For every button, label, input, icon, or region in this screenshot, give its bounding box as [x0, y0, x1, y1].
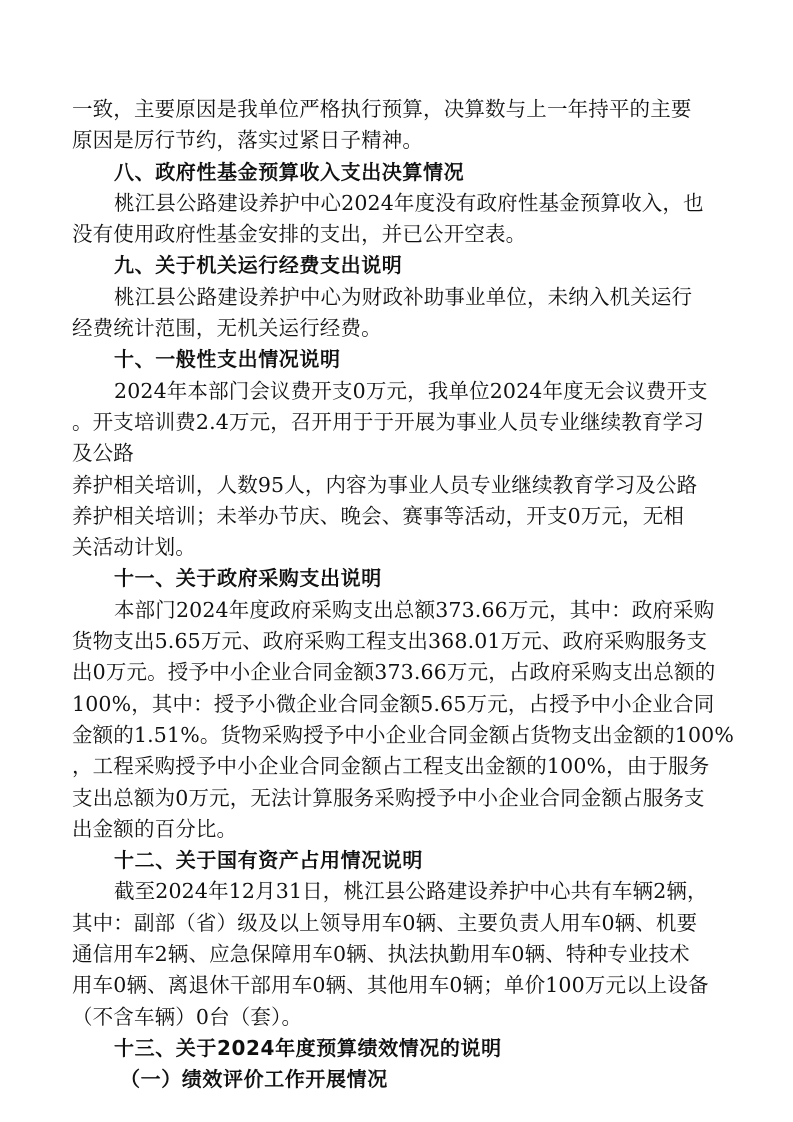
- paragraph-line: 支出总额为0万元，无法计算服务采购授予中小企业合同金额占服务支: [72, 785, 705, 810]
- paragraph-line: 截至2024年12月31日，桃江县公路建设养护中心共有车辆2辆，: [114, 879, 708, 904]
- paragraph-line: 100%，其中：授予小微企业合同金额5.65万元，占授予中小企业合同: [72, 691, 715, 716]
- paragraph-line: 用车0辆、离退休干部用车0辆、其他用车0辆；单价100万元以上设备: [72, 973, 709, 998]
- paragraph-line: 关活动计划。: [72, 535, 196, 560]
- paragraph-line: （不含车辆）0台（套）。: [72, 1004, 303, 1029]
- paragraph-line: 出0万元。授予中小企业合同金额373.66万元，占政府采购支出总额的: [72, 660, 716, 685]
- paragraph-line: 本部门2024年度政府采购支出总额373.66万元，其中：政府采购: [114, 597, 715, 622]
- paragraph-line: 货物支出5.65万元、政府采购工程支出368.01万元、政府采购服务支: [72, 629, 708, 654]
- paragraph-line: 桃江县公路建设养护中心2024年度没有政府性基金预算收入，也: [114, 190, 704, 215]
- paragraph-line: 出金额的百分比。: [72, 816, 238, 841]
- paragraph-line: 桃江县公路建设养护中心为财政补助事业单位，未纳入机关运行: [114, 284, 693, 309]
- section-heading-13: 十三、关于2024年度预算绩效情况的说明: [114, 1035, 502, 1060]
- paragraph-line: ，工程采购授予中小企业合同金额占工程支出金额的100%，由于服务: [72, 754, 710, 779]
- paragraph-line: 2024年本部门会议费开支0万元，我单位2024年度无会议费开支: [114, 378, 708, 403]
- paragraph-line: 养护相关培训，人数95人，内容为事业人员专业继续教育学习及公路: [72, 472, 698, 497]
- section-heading-12: 十二、关于国有资产占用情况说明: [114, 848, 423, 873]
- section-heading-9: 九、关于机关运行经费支出说明: [114, 253, 403, 278]
- paragraph-line: 通信用车2辆、应急保障用车0辆、执法执勤用车0辆、特种专业技术: [72, 942, 690, 967]
- section-heading-11: 十一、关于政府采购支出说明: [114, 566, 382, 591]
- paragraph-line: 没有使用政府性基金安排的支出，并已公开空表。: [72, 222, 527, 247]
- section-heading-8: 八、政府性基金预算收入支出决算情况: [114, 159, 465, 184]
- paragraph-line: 经费统计范围，无机关运行经费。: [72, 316, 382, 341]
- subsection-heading-13-1: （一）绩效评价工作开展情况: [120, 1067, 388, 1092]
- paragraph-line: 其中：副部（省）级及以上领导用车0辆、主要负责人用车0辆、机要: [72, 910, 698, 935]
- paragraph-line: 及公路: [72, 441, 134, 466]
- paragraph-line: 金额的1.51%。货物采购授予中小企业合同金额占货物支出金额的100%: [72, 722, 734, 747]
- document-body: [72, 94, 734, 1096]
- section-heading-10: 十、一般性支出情况说明: [114, 347, 341, 372]
- paragraph-line: 原因是厉行节约，落实过紧日子精神。: [72, 128, 424, 153]
- paragraph-line: 一致，主要原因是我单位严格执行预算，决算数与上一年持平的主要: [72, 97, 692, 121]
- paragraph-line: 。开支培训费2.4万元，召开用于于开展为事业人员专业继续教育学习: [72, 409, 704, 434]
- paragraph-line: 养护相关培训；未举办节庆、晚会、赛事等活动，开支0万元，无相: [72, 503, 685, 528]
